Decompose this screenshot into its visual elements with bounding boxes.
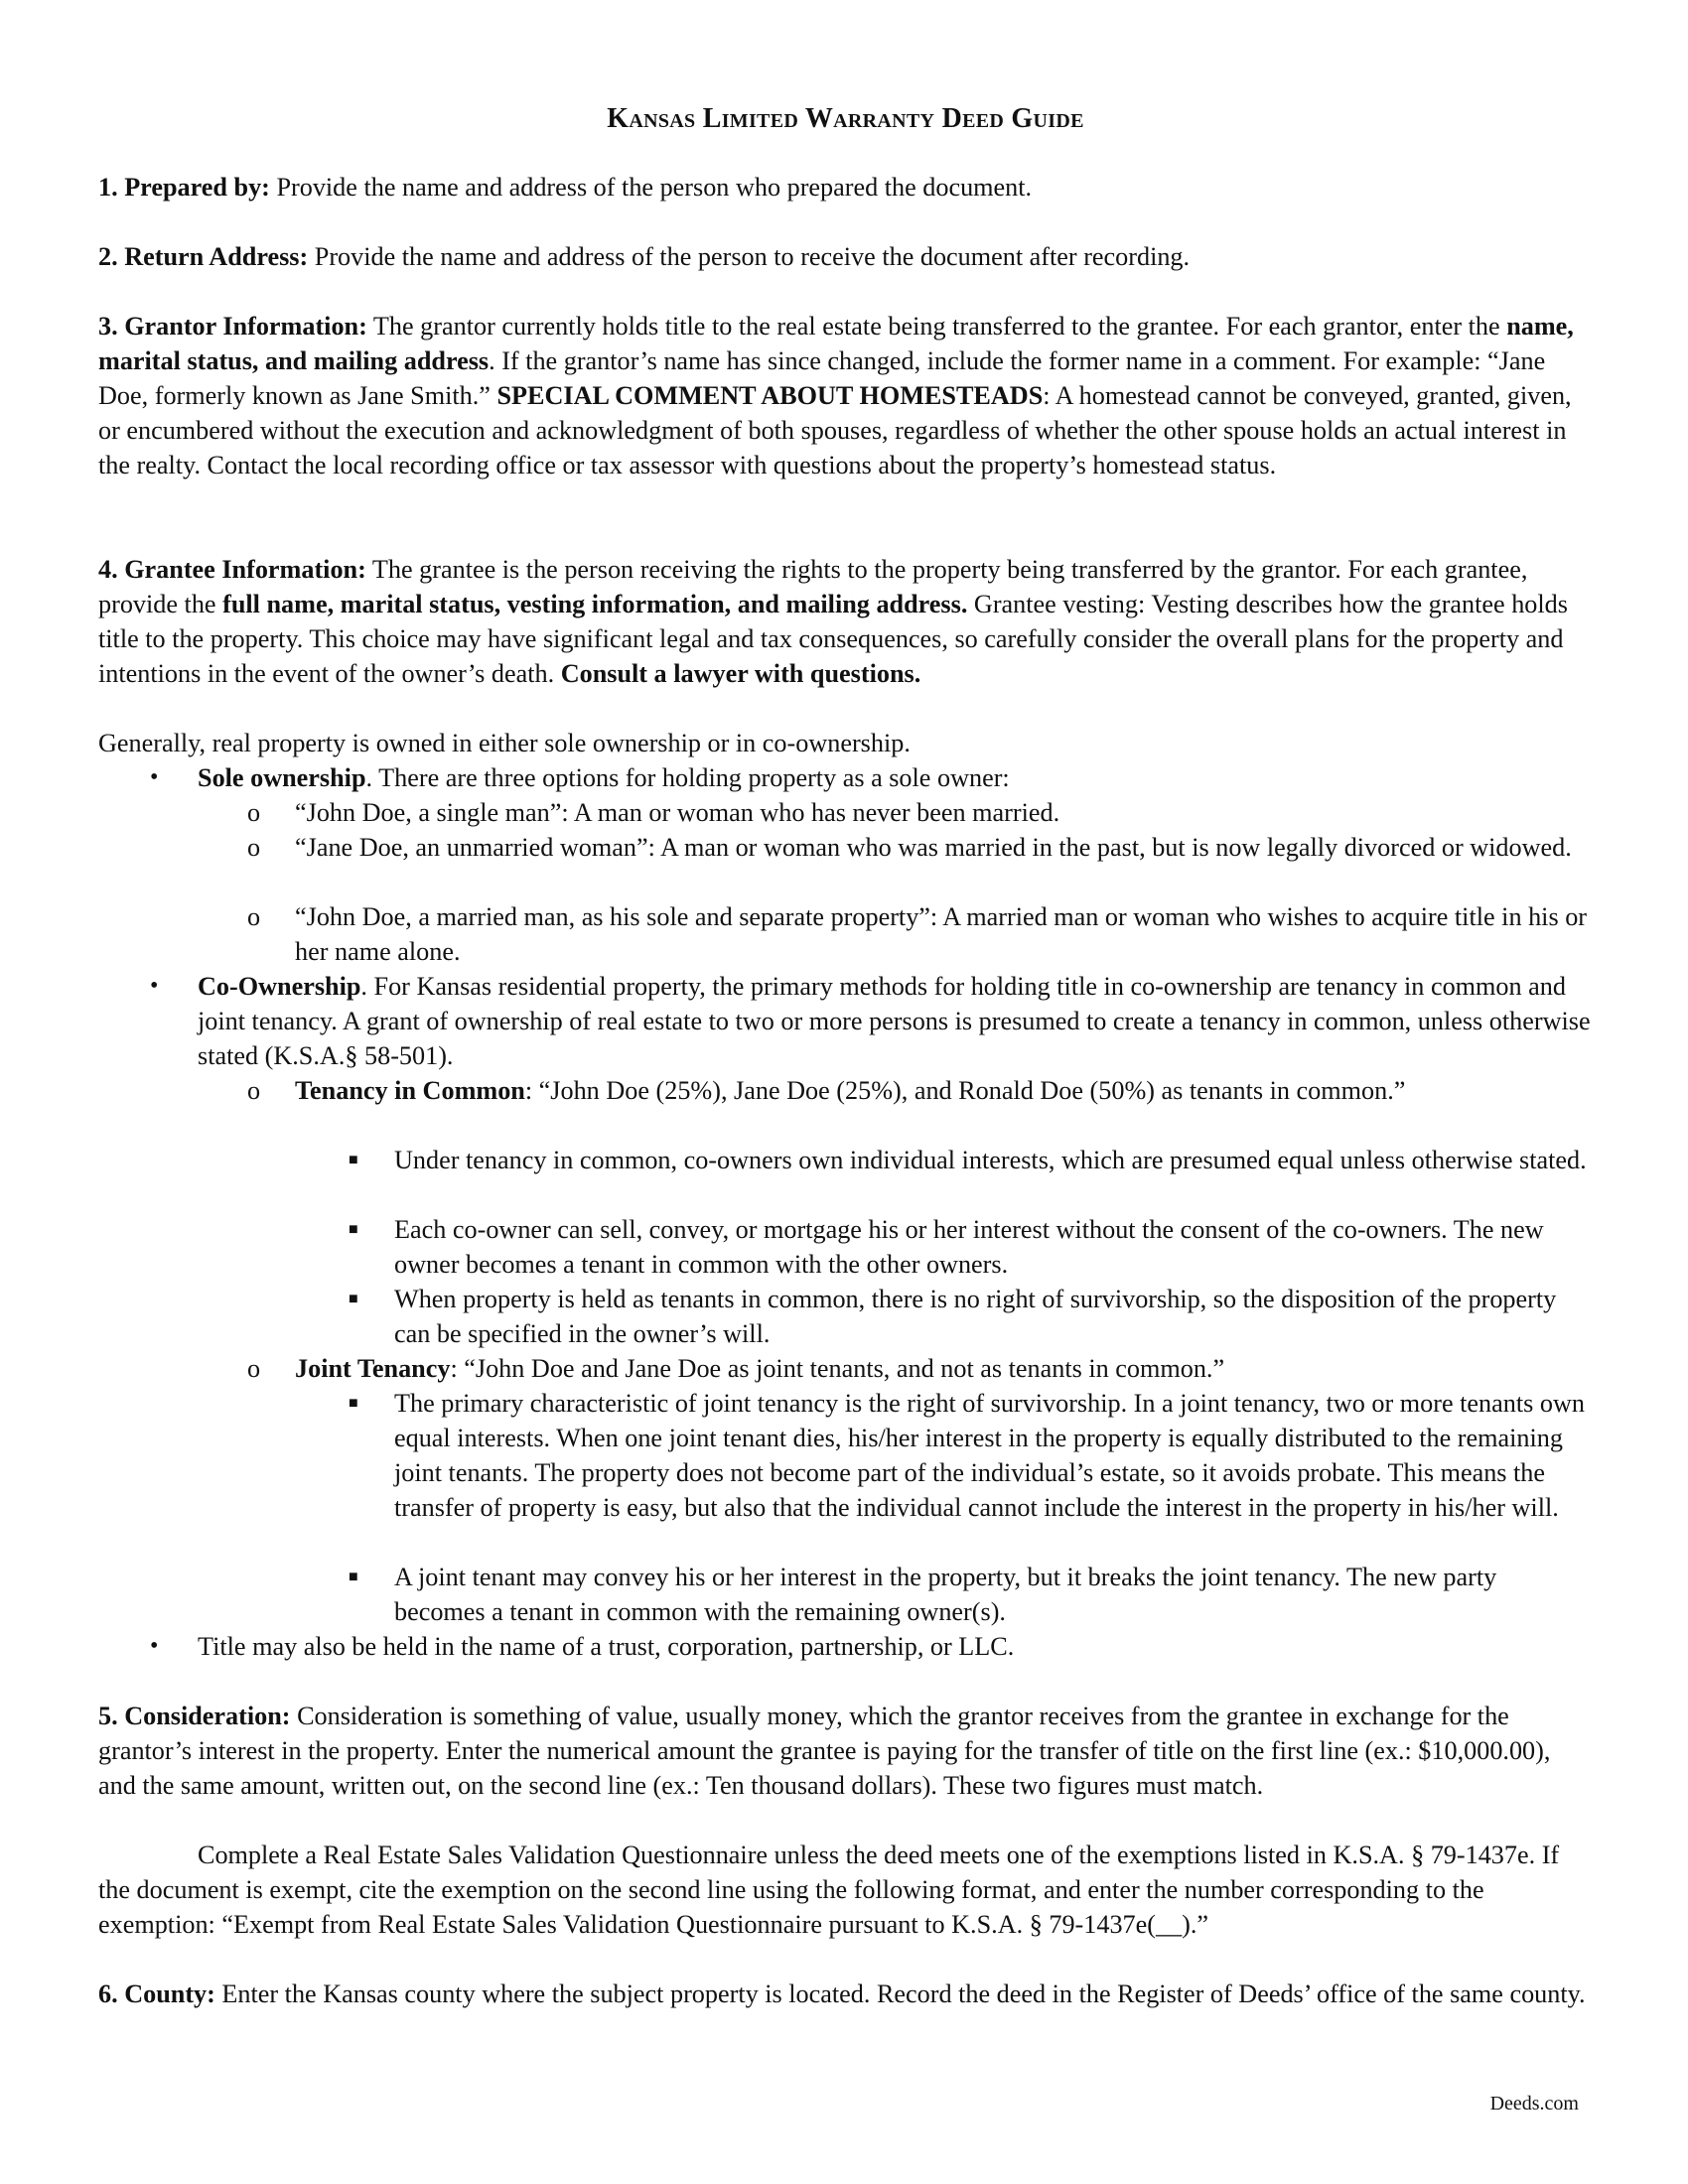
section-label: 3. Grantor Information: [98, 312, 367, 341]
item-label: Tenancy in Common [295, 1076, 525, 1105]
section-text: Grantee vesting: Vesting describes how the grantee holds title to the property. This choice may have significant legal and tax consequences, so carefully consider the overall plans for the property and intentions in the event of the owner’s death. [98, 590, 1568, 688]
section-grantor-information [98, 309, 1593, 482]
list-item-sole-ownership [198, 760, 1593, 795]
section-label: 1. Prepared by: [98, 173, 270, 202]
bold-phrase: name, marital status, and mailing address [98, 312, 1574, 375]
section-text: The grantor currently holds title to the real estate being transferred to the grantee. For each grantor, enter the [366, 312, 1507, 341]
section-grantee-information [98, 552, 1593, 691]
section-text: Consideration is something of value, usually money, which the grantor receives from the grantee in exchange for the grantor’s interest in the property. Enter the numerical amount the grantee is paying for the transfer of title on the first line (ex.: $10,000.00), and the same amount, written out, on the second line (ex.: Ten thousand dollars). These two figures must match. [98, 1702, 1551, 1800]
list-item-sole-option: “John Doe, a single man”: A man or woman who has never been married. [295, 798, 1060, 827]
section-consideration [98, 1699, 1593, 1803]
section-county [98, 1977, 1593, 2011]
section-label: 6. County: [98, 1979, 215, 2008]
item-text: : “John Doe and Jane Doe as joint tenants, and not as tenants in common.” [450, 1354, 1225, 1383]
section-text: Provide the name and address of the person who prepared the document. [269, 173, 1033, 202]
item-text: . There are three options for holding property as a sole owner: [365, 763, 1010, 792]
section-label: 4. Grantee Information: [98, 555, 366, 584]
section-text: Provide the name and address of the person to receive the document after recording. [308, 242, 1191, 271]
circle-bullet-icon: o [247, 833, 261, 862]
section-prepared-by [98, 170, 1593, 205]
page-title: Kansas Limited Warranty Deed Guide [607, 103, 1084, 134]
section-text: The grantee is the person receiving the rights to the property being transferred by the grantor. For each grantee, provide the [98, 555, 1528, 618]
list-item-sole-option: “John Doe, a married man, as his sole and separate property”: A married man or woman who wishes to acquire title in his or her name alone. [295, 902, 1588, 966]
section-text: Enter the Kansas county where the subject property is located. Record the deed in the Register of Deeds’ office of the same county. [214, 1979, 1586, 2008]
bold-phrase: full name, marital status, vesting information, and mailing address. [222, 590, 968, 618]
list-item-joint-tenancy [295, 1351, 1593, 1386]
section-text: : A homestead cannot be conveyed, granted, given, or encumbered without the execution and acknowledgment of both spouses, regardless of whether the other spouse holds an actual interest in the realty. Contact the local recording office or tax assessor with questions about the property’s homestead status. [98, 381, 1572, 479]
bullet-icon: • [150, 973, 159, 999]
bullet-icon: • [150, 1633, 159, 1659]
document-page [98, 0, 1593, 2184]
square-bullet-icon: ■ [349, 1221, 358, 1238]
item-text: . For Kansas residential property, the primary methods for holding title in co-ownership are tenancy in common and joint tenancy. A grant of ownership of real estate to two or more persons is presumed to create a tenancy in common, unless otherwise stated (K.S.A.§ 58-501). [198, 972, 1591, 1070]
list-item-tenancy-in-common [295, 1073, 1593, 1108]
square-bullet-icon: ■ [349, 1395, 358, 1412]
circle-bullet-icon: o [247, 1076, 261, 1105]
list-item-detail: Each co-owner can sell, convey, or mortgage his or her interest without the consent of the co-owners. The new owner becomes a tenant in common with the other owners. [394, 1215, 1544, 1279]
footer-brand: Deeds.com [1489, 2093, 1579, 2115]
section-label: 2. Return Address: [98, 242, 309, 271]
bold-phrase: Consult a lawyer with questions. [560, 659, 921, 688]
square-bullet-icon: ■ [349, 1291, 358, 1307]
circle-bullet-icon: o [247, 798, 261, 827]
list-item-trust: Title may also be held in the name of a trust, corporation, partnership, or LLC. [198, 1632, 1015, 1661]
item-label: Joint Tenancy [295, 1354, 451, 1383]
section-label: 5. Consideration: [98, 1702, 291, 1730]
circle-bullet-icon: o [247, 1354, 261, 1383]
list-item-co-ownership [198, 969, 1593, 1073]
bullet-icon: • [150, 764, 159, 790]
bold-phrase: SPECIAL COMMENT ABOUT HOMESTEADS [496, 381, 1044, 410]
item-label: Co-Ownership [198, 972, 361, 1001]
section-text: . If the grantor’s name has since changed, include the former name in a comment. For example: “Jane Doe, formerly known as Jane Smith.” [98, 346, 1546, 410]
circle-bullet-icon: o [247, 902, 261, 931]
item-label: Sole ownership [198, 763, 366, 792]
list-item-detail: Under tenancy in common, co-owners own individual interests, which are presumed equal unless otherwise stated. [394, 1146, 1587, 1174]
item-text: : “John Doe (25%), Jane Doe (25%), and Ronald Doe (50%) as tenants in common.” [524, 1076, 1406, 1105]
list-item-detail: The primary characteristic of joint tenancy is the right of survivorship. In a joint tenancy, two or more tenants own equal interests. When one joint tenant dies, his/her interest in the property is equally distributed to the remaining joint tenants. The property does not become part of the individual’s estate, so it avoids probate. This means the transfer of property is easy, but also that the individual cannot include the interest in the property in his/her will. [394, 1389, 1585, 1522]
section-return-address [98, 239, 1593, 274]
square-bullet-icon: ■ [349, 1569, 358, 1585]
square-bullet-icon: ■ [349, 1152, 358, 1168]
list-item-sole-option: “Jane Doe, an unmarried woman”: A man or woman who was married in the past, but is now legally divorced or widowed. [295, 833, 1572, 862]
list-item-detail: A joint tenant may convey his or her interest in the property, but it breaks the joint tenancy. The new party becomes a tenant in common with the remaining owner(s). [394, 1563, 1497, 1626]
list-item-detail: When property is held as tenants in common, there is no right of survivorship, so the disposition of the property can be specified in the owner’s will. [394, 1285, 1557, 1348]
generally-line: Generally, real property is owned in either sole ownership or in co-ownership. [98, 729, 911, 757]
validation-questionnaire-paragraph: Complete a Real Estate Sales Validation Questionnaire unless the deed meets one of the exemptions listed in K.S.A. § 79-1437e. If the document is exempt, cite the exemption on the second line using the following format, and enter the number corresponding to the exemption: “Exempt from Real Estate Sales Validation Questionnaire pursuant to K.S.A. § 79-1437e(__).” [98, 1841, 1560, 1939]
